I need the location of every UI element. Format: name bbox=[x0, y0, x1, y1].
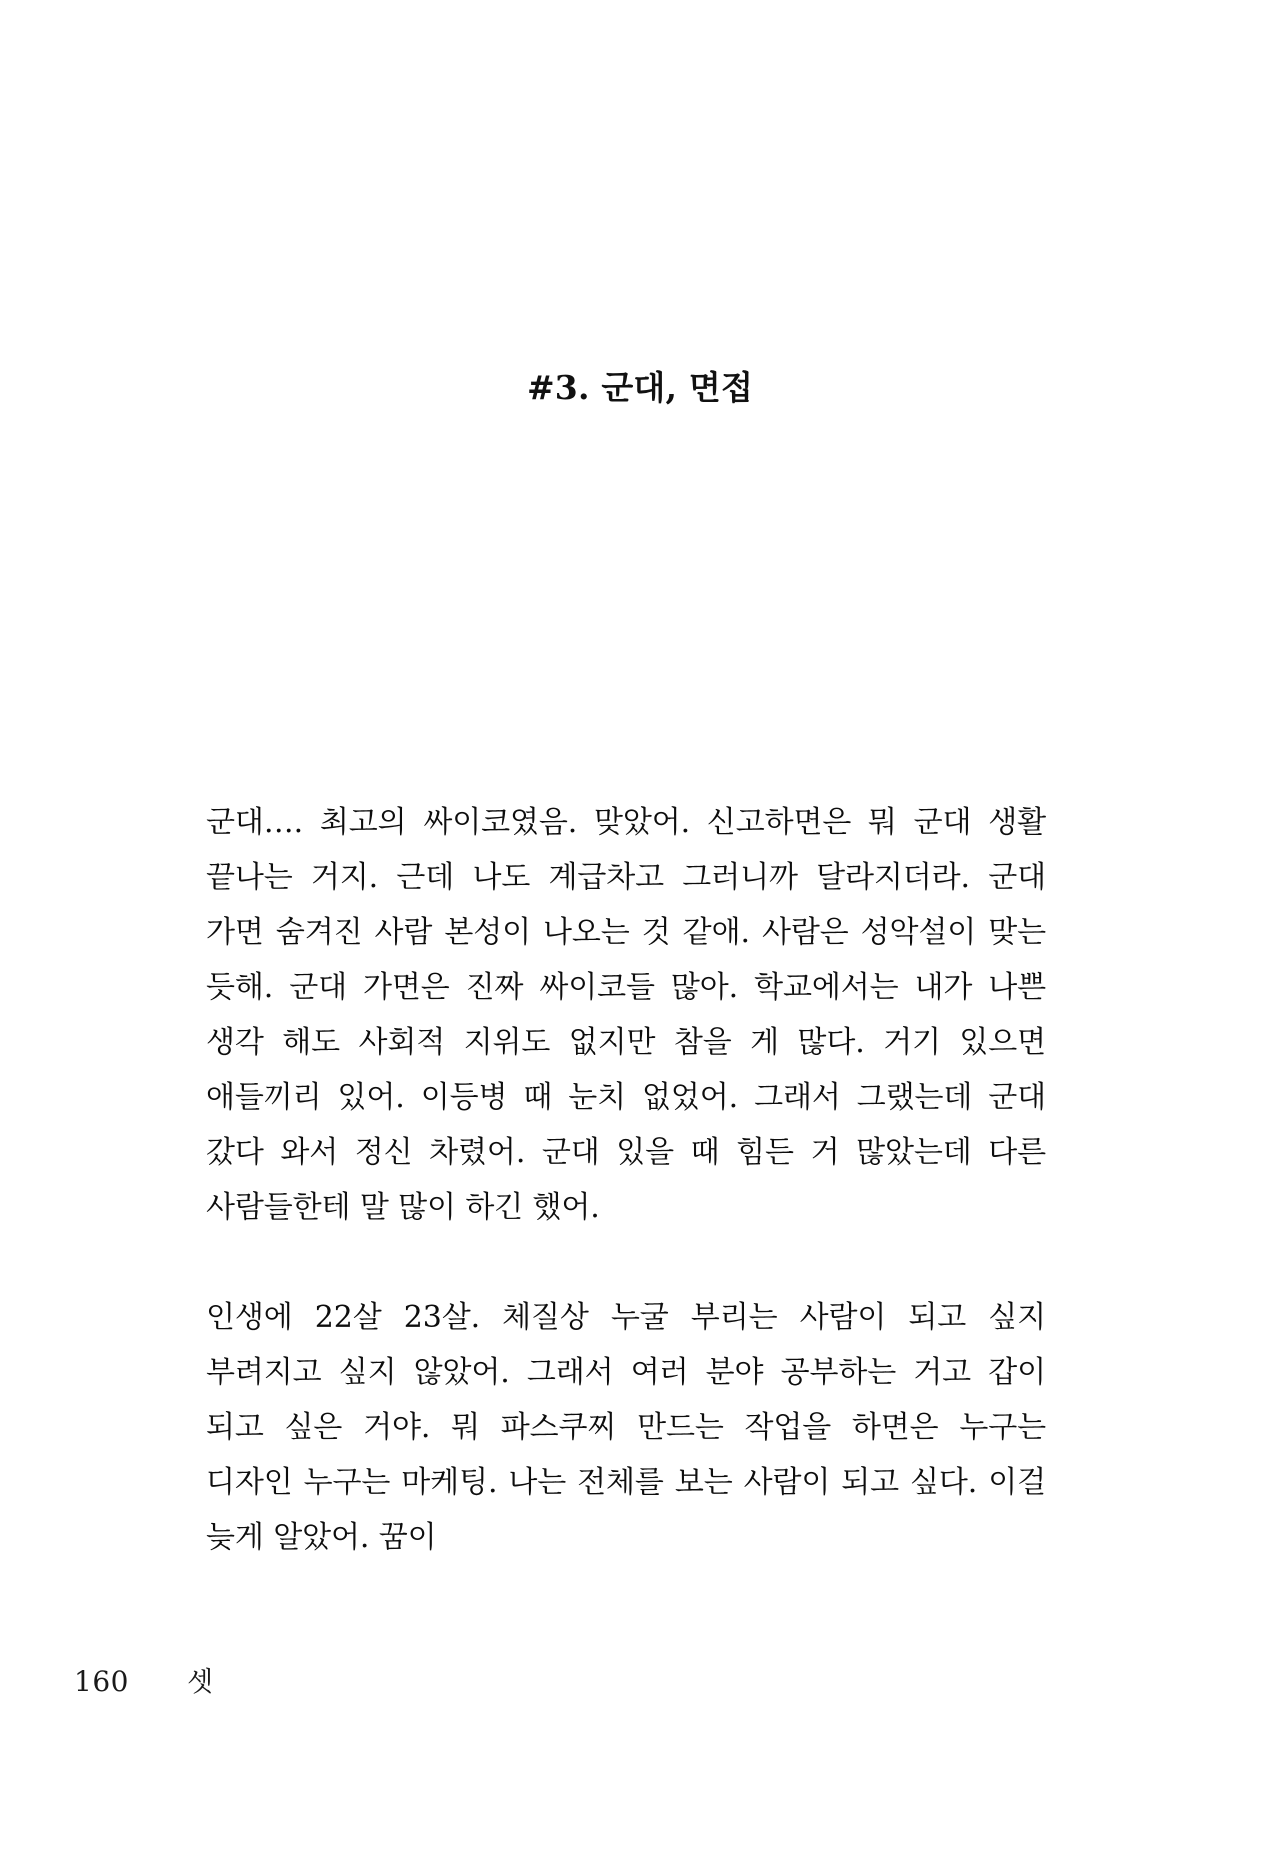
page-footer bbox=[74, 1665, 214, 1698]
body-paragraph: 군대…. 최고의 싸이코였음. 맞았어. 신고하면은 뭐 군대 생활 끝나는 거지. 근데 나도 계급차고 그러니까 달라지더라. 군대 가면 숨겨진 사람 본성이 나오는 것 같애. 사람은 성악설이 맞는 듯해. 군대 가면은 진짜 싸이코들 많아. 학교에서는 내가 나쁜 생각 해도 사회적 지위도 없지만 참을 게 많다. 거기 있으면 애들끼리 있어. 이등병 때 눈치 없었어. 그래서 그랬는데 군대 갔다 와서 정신 차렸어. 군대 있을 때 힘든 거 많았는데 다른 사람들한테 말 많이 하긴 했어. bbox=[206, 805, 1046, 1225]
body-paragraph: 인생에 22살 23살. 체질상 누굴 부리는 사람이 되고 싶지 부려지고 싶지 않았어. 그래서 여러 분야 공부하는 거고 갑이 되고 싶은 거야. 뭐 파스쿠찌 만드는 작업을 하면은 누구는 디자인 누구는 마케팅. 나는 전체를 보는 사람이 되고 싶다. 이걸 늦게 알았어. 꿈이 bbox=[206, 1300, 1046, 1555]
footer-page-number: 160 bbox=[74, 1665, 129, 1698]
chapter-title: #3. 군대, 면접 bbox=[526, 368, 754, 408]
body-text-column bbox=[206, 795, 1046, 1565]
footer-section-label: 셋 bbox=[186, 1667, 214, 1698]
